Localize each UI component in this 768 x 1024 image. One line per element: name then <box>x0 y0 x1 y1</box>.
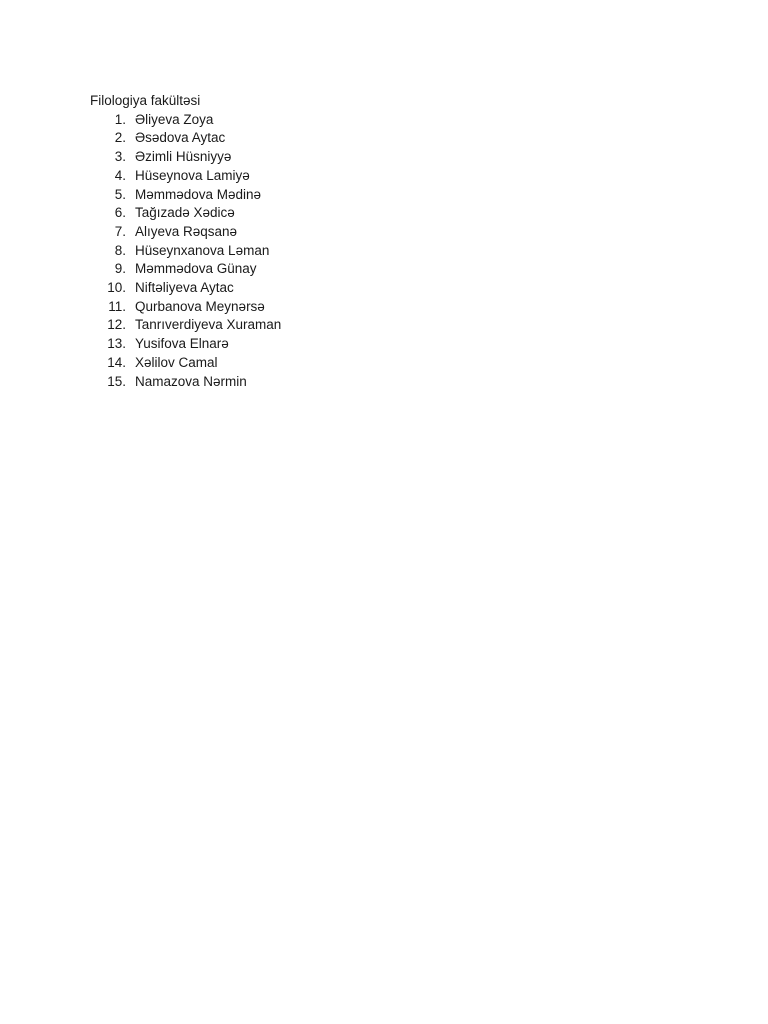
list-item <box>90 298 690 317</box>
section-heading: Filologiya fakültəsi <box>90 93 201 108</box>
list-item <box>90 279 690 298</box>
list-item <box>90 354 690 373</box>
list-item <box>90 204 690 223</box>
list-item-number: 12. <box>107 317 126 333</box>
list-item <box>90 223 690 242</box>
list-item-text: Niftəliyeva Aytac <box>135 280 234 296</box>
list-item-text: Namazova Nərmin <box>135 373 247 389</box>
name-list <box>90 111 690 392</box>
list-item-number: 1. <box>114 111 126 127</box>
list-item <box>90 242 690 261</box>
list-item <box>90 335 690 354</box>
list-item-text: Alıyeva Rəqsanə <box>135 223 238 239</box>
list-item <box>90 260 690 279</box>
list-item-text: Əliyeva Zoya <box>135 111 214 127</box>
list-item-number: 4. <box>114 167 126 183</box>
list-item-number: 13. <box>107 336 126 352</box>
list-item-text: Hüseynova Lamiyə <box>135 167 250 183</box>
list-item <box>90 373 690 392</box>
list-item-number: 11. <box>108 298 126 314</box>
list-item-number: 7. <box>114 223 126 239</box>
list-item-text: Tanrıverdiyeva Xuraman <box>135 317 282 333</box>
list-item-number: 2. <box>114 130 126 146</box>
list-item <box>90 129 690 148</box>
list-item-text: Qurbanova Meynərsə <box>135 298 265 314</box>
list-item-text: Hüseynxanova Ləman <box>135 242 270 258</box>
list-item-text: Məmmədova Mədinə <box>135 186 262 202</box>
list-item-number: 5. <box>114 186 126 202</box>
list-item <box>90 111 690 130</box>
list-item-number: 3. <box>114 149 126 165</box>
list-item-number: 14. <box>107 354 126 370</box>
list-item <box>90 316 690 335</box>
list-item-number: 9. <box>114 261 126 277</box>
list-item-number: 10. <box>107 280 126 296</box>
list-item <box>90 167 690 186</box>
list-item-text: Xəlilov Camal <box>135 354 218 370</box>
list-item-number: 6. <box>114 205 126 221</box>
list-item-number: 8. <box>114 242 126 258</box>
list-item-text: Əsədova Aytac <box>135 130 226 146</box>
list-item-text: Yusifova Elnarə <box>135 336 229 352</box>
list-item-text: Əzimli Hüsniyyə <box>135 149 232 165</box>
list-item <box>90 148 690 167</box>
list-item <box>90 186 690 205</box>
document-content <box>90 92 690 391</box>
list-item-text: Tağızadə Xədicə <box>135 205 235 221</box>
list-item-number: 15. <box>107 373 126 389</box>
list-item-text: Məmmədova Günay <box>135 261 257 277</box>
